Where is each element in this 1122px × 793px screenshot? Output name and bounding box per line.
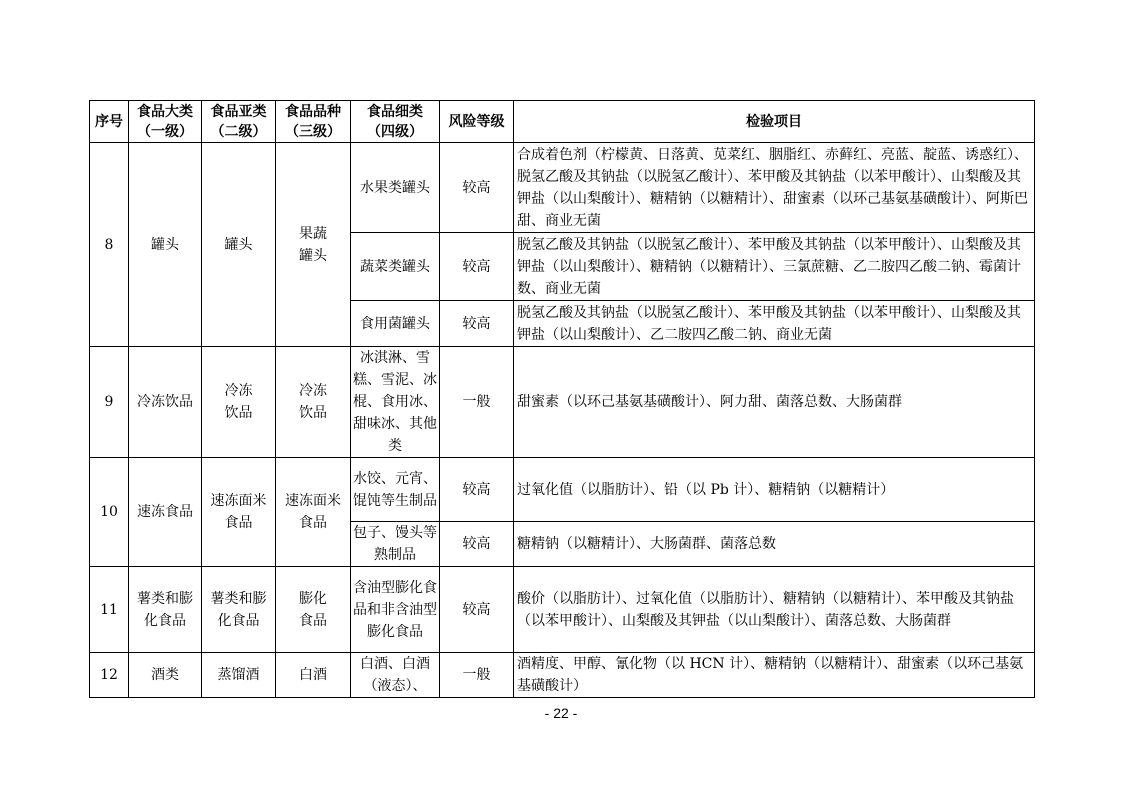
category-level3-line: 冷冻 <box>299 383 327 399</box>
inspection-items-cell: 过氧化值（以脂肪计）、铅（以 Pb 计）、糖精钠（以糖精计） <box>514 458 1035 522</box>
risk-level-cell: 一般 <box>440 347 514 458</box>
category-level3-cell <box>276 567 351 653</box>
header-category-level3-line1: 食品品种 <box>285 103 341 120</box>
category-level4-cell: 包子、馒头等熟制品 <box>351 522 440 567</box>
header-category-level1-line1: 食品大类 <box>137 103 193 120</box>
category-level3-line: 果蔬 <box>299 225 327 242</box>
risk-level-cell: 较高 <box>440 301 514 347</box>
header-category-level1 <box>129 101 202 143</box>
header-category-level4-line2: （四级） <box>367 123 423 140</box>
category-level2-line: 速冻面米 <box>210 493 267 509</box>
header-category-level3-line2: （三级） <box>285 123 341 140</box>
inspection-items-cell: 糖精钠（以糖精计）、大肠菌群、菌落总数 <box>514 522 1035 567</box>
category-level1-cell <box>129 567 202 653</box>
table-row <box>90 458 1035 522</box>
risk-level-cell: 较高 <box>440 458 514 522</box>
food-inspection-table <box>89 100 1035 698</box>
header-category-level4 <box>351 101 440 143</box>
category-level3-cell <box>276 458 351 567</box>
category-level4-cell: 蔬菜类罐头 <box>351 233 440 301</box>
header-category-level2-line2: （二级） <box>210 123 267 140</box>
risk-level-cell: 较高 <box>440 143 514 233</box>
category-level3-line: 饮品 <box>299 405 327 421</box>
page-number: - 22 - <box>544 705 578 721</box>
inspection-items-cell: 酸价（以脂肪计）、过氧化值（以脂肪计）、糖精钠（以糖精计）、苯甲酸及其钠盐（以苯甲酸计）、山梨酸及其钾盐（以山梨酸计）、菌落总数、大肠菌群 <box>514 567 1035 653</box>
category-level2-line: 饮品 <box>224 405 253 421</box>
table-row <box>90 347 1035 458</box>
seq-cell: 12 <box>90 653 129 698</box>
category-level1-cell: 冷冻饮品 <box>129 347 202 458</box>
header-seq: 序号 <box>90 101 129 143</box>
category-level1-line: 薯类和膨 <box>137 590 193 607</box>
header-inspection-items: 检验项目 <box>514 101 1035 143</box>
category-level3-cell <box>276 143 351 347</box>
category-level2-cell: 罐头 <box>202 143 276 347</box>
category-level2-line: 薯类和膨 <box>210 590 267 607</box>
inspection-items-cell: 酒精度、甲醇、氰化物（以 HCN 计）、糖精钠（以糖精计）、甜蜜素（以环己基氨基磺酸计） <box>514 653 1035 698</box>
category-level3-cell <box>276 347 351 458</box>
header-category-level4-line1: 食品细类 <box>367 103 423 120</box>
category-level4-cell: 白酒、白酒（液态）、 <box>351 653 440 698</box>
category-level2-cell <box>202 458 276 567</box>
header-category-level2 <box>202 101 276 143</box>
category-level4-cell: 食用菌罐头 <box>351 301 440 347</box>
category-level1-cell: 酒类 <box>129 653 202 698</box>
header-category-level2-line1: 食品亚类 <box>210 103 267 120</box>
category-level4-cell: 水饺、元宵、馄饨等生制品 <box>351 458 440 522</box>
category-level3-line: 膨化 <box>299 590 327 607</box>
category-level2-cell: 蒸馏酒 <box>202 653 276 698</box>
inspection-items-cell: 合成着色剂（柠檬黄、日落黄、苋菜红、胭脂红、赤藓红、亮蓝、靛蓝、诱惑红）、脱氢乙酸及其钠盐（以脱氢乙酸计）、苯甲酸及其钠盐（以苯甲酸计）、山梨酸及其钾盐（以山梨酸计）、糖精钠（以糖精计）、甜蜜素（以环己基氨基磺酸计）、阿斯巴甜、商业无菌 <box>514 143 1035 233</box>
category-level2-cell <box>202 567 276 653</box>
seq-cell: 10 <box>90 458 129 567</box>
category-level3-line: 速冻面米 <box>285 493 341 509</box>
seq-cell: 11 <box>90 567 129 653</box>
header-category-level3 <box>276 101 351 143</box>
risk-level-cell: 一般 <box>440 653 514 698</box>
inspection-items-cell: 脱氢乙酸及其钠盐（以脱氢乙酸计）、苯甲酸及其钠盐（以苯甲酸计）、山梨酸及其钾盐（以山梨酸计）、糖精钠（以糖精计）、三氯蔗糖、乙二胺四乙酸二钠、霉菌计数、商业无菌 <box>514 233 1035 301</box>
seq-cell: 9 <box>90 347 129 458</box>
category-level2-line: 食品 <box>224 515 253 531</box>
category-level1-cell: 罐头 <box>129 143 202 347</box>
seq-cell: 8 <box>90 143 129 347</box>
risk-level-cell: 较高 <box>440 522 514 567</box>
category-level3-line: 食品 <box>299 612 327 629</box>
table-header-row <box>90 101 1035 143</box>
category-level4-cell: 冰淇淋、雪糕、雪泥、冰棍、食用冰、甜味冰、其他类 <box>351 347 440 458</box>
category-level4-cell: 水果类罐头 <box>351 143 440 233</box>
category-level1-cell: 速冻食品 <box>129 458 202 567</box>
risk-level-cell: 较高 <box>440 567 514 653</box>
category-level2-line: 化食品 <box>217 612 260 629</box>
table-row <box>90 567 1035 653</box>
table-row <box>90 653 1035 698</box>
header-category-level1-line2: （一级） <box>137 123 193 140</box>
table-row <box>90 143 1035 233</box>
category-level3-cell: 白酒 <box>276 653 351 698</box>
header-risk-level: 风险等级 <box>440 101 514 143</box>
inspection-items-cell: 甜蜜素（以环己基氨基磺酸计）、阿力甜、菌落总数、大肠菌群 <box>514 347 1035 458</box>
risk-level-cell: 较高 <box>440 233 514 301</box>
category-level2-line: 冷冻 <box>224 383 253 399</box>
category-level3-line: 罐头 <box>299 247 327 264</box>
category-level3-line: 食品 <box>299 515 327 531</box>
category-level1-line: 化食品 <box>144 612 186 629</box>
category-level2-cell <box>202 347 276 458</box>
inspection-items-cell: 脱氢乙酸及其钠盐（以脱氢乙酸计）、苯甲酸及其钠盐（以苯甲酸计）、山梨酸及其钾盐（以山梨酸计）、乙二胺四乙酸二钠、商业无菌 <box>514 301 1035 347</box>
category-level4-cell: 含油型膨化食品和非含油型膨化食品 <box>351 567 440 653</box>
